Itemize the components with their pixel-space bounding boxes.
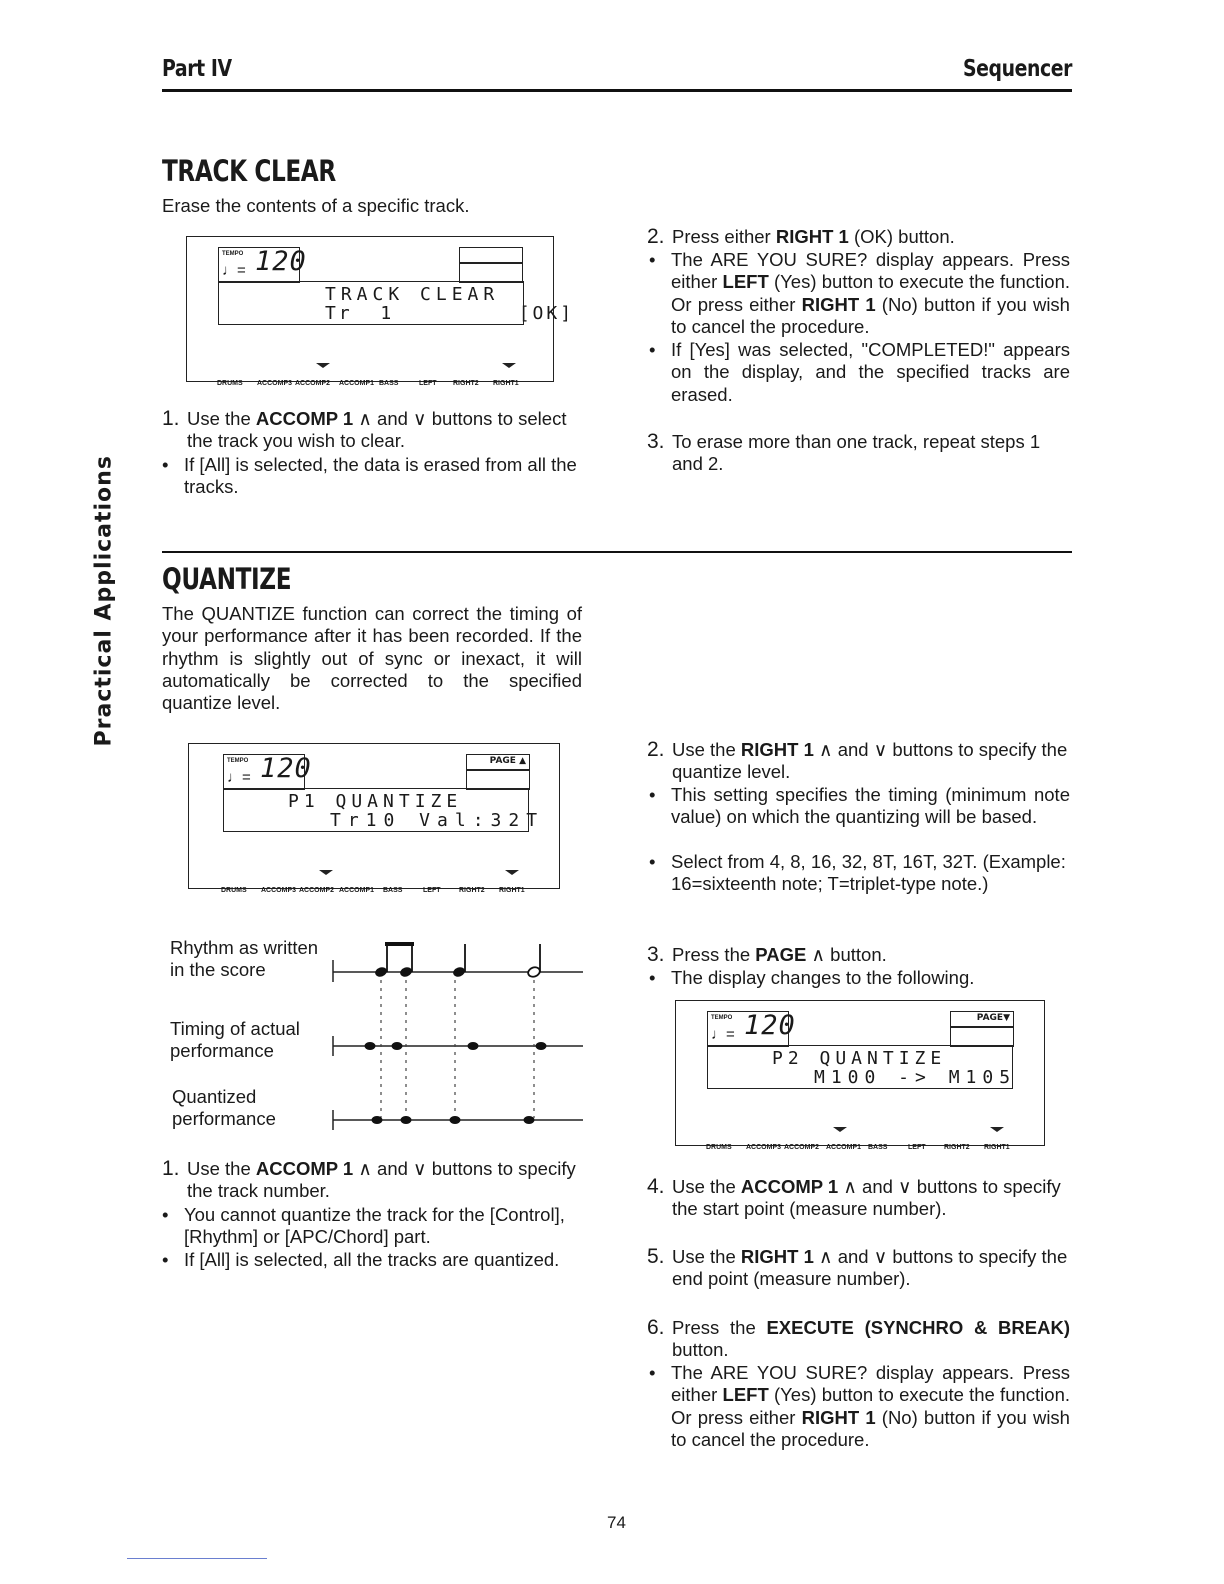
rhythm-diagram bbox=[325, 930, 585, 1130]
lcd-line-2: M100 -> M105 bbox=[814, 1067, 1017, 1088]
rhythm-label-quantized: Quantized performance bbox=[172, 1086, 276, 1130]
page-up-indicator: PAGE ▲ bbox=[489, 756, 526, 766]
track-clear-lcd bbox=[186, 236, 575, 387]
quantize-step-1: 1. Use the ACCOMP 1 ∧ and ∨ buttons to specify the track number. bbox=[162, 1157, 576, 1202]
lcd-label-right2: RIGHT2 bbox=[453, 380, 479, 387]
quantize-bullet-1: • You cannot quantize the track for the [Control], [Rhythm] or [APC/Chord] part. bbox=[162, 1204, 565, 1248]
lcd-arrow-right bbox=[505, 870, 519, 875]
lcd-line-1: P2 QUANTIZE bbox=[772, 1048, 947, 1069]
lcd-label-accomp2: ACCOMP2 bbox=[295, 380, 331, 387]
quantize-intro: The QUANTIZE function can correct the timing of your performance after it has been recorded. If the rhythm is slightly out of sync or inexact, it will automatically be corrected to the specified quantize level. bbox=[162, 603, 582, 714]
lcd-arrow-right bbox=[990, 1127, 1004, 1132]
track-clear-step-3: 3. To erase more than one track, repeat steps 1 and 2. bbox=[647, 430, 1041, 475]
quantize-step-4: 4. Use the ACCOMP 1 ∧ and ∨ buttons to specify the start point (measure number). bbox=[647, 1175, 1061, 1220]
lcd-arrow-right bbox=[502, 363, 516, 368]
lcd-line-2: Tr 1 [OK] bbox=[325, 303, 575, 324]
track-clear-step-2: 2. Press either RIGHT 1 (OK) button. bbox=[647, 225, 955, 248]
rhythm-label-actual: Timing of actual performance bbox=[170, 1018, 300, 1062]
lcd-line-2: Tr10 Val:32T bbox=[330, 810, 545, 831]
quantize-title: QUANTIZE bbox=[162, 562, 292, 596]
eighth-note-beam bbox=[385, 942, 414, 946]
header-rule bbox=[162, 89, 1072, 92]
lcd-main-display bbox=[218, 281, 575, 325]
quantize-bullet-5: • The display changes to the following. bbox=[649, 967, 975, 988]
lcd-label-accomp3: ACCOMP3 bbox=[257, 380, 293, 387]
page-indicator-box bbox=[950, 1011, 1014, 1047]
tempo-box: TEMPO ♩= 120 bbox=[223, 754, 305, 790]
tempo-box bbox=[218, 246, 307, 283]
tempo-label: TEMPO bbox=[222, 251, 244, 257]
page-down-indicator: PAGE▼ bbox=[976, 1013, 1010, 1023]
quantize-lcd-page1: TEMPO ♩= 120 PAGE ▲ P1 QUANTIZE Tr10 Val:32T DRUMS ACCOMP3 ACCOMP2 ACCOMP1 BASS LEFT RIGHT2 RIGHT1 bbox=[188, 743, 560, 889]
lcd-line-1: P1 QUANTIZE bbox=[288, 791, 463, 812]
lcd-main-display bbox=[707, 1045, 1017, 1089]
lcd-label-bass: BASS bbox=[379, 380, 399, 387]
quantize-lcd-page2: TEMPO ♩= 120 PAGE▼ P2 QUANTIZE M100 -> M105 DRUMS ACCOMP3 ACCOMP2 ACCOMP1 BASS LEFT RIGHT2 RIGHT1 bbox=[675, 1000, 1045, 1146]
track-clear-step-1: 1. Use the ACCOMP 1 ∧ and ∨ buttons to select the track you wish to clear. bbox=[162, 407, 567, 452]
quantize-step-5: 5. Use the RIGHT 1 ∧ and ∨ buttons to specify the end point (measure number). bbox=[647, 1245, 1068, 1290]
lcd-arrow-left bbox=[833, 1127, 847, 1132]
quantize-step-6: 6. Press the EXECUTE (SYNCHRO & BREAK) button. bbox=[647, 1316, 1070, 1361]
tempo-box: TEMPO ♩= 120 bbox=[707, 1011, 789, 1047]
lcd-label-left: LEFT bbox=[419, 380, 437, 387]
track-clear-bullet-1: • If [All] is selected, the data is erased from all the tracks. bbox=[162, 454, 577, 498]
lcd-line-1: TRACK CLEAR bbox=[325, 284, 500, 305]
track-clear-bullet-3: • If [Yes] was selected, "COMPLETED!" appears on the display, and the specified tracks are erased. bbox=[649, 339, 1070, 405]
lcd-main-display bbox=[223, 788, 545, 832]
tempo-eq: ♩= bbox=[222, 262, 246, 279]
quantize-step-2: 2. Use the RIGHT 1 ∧ and ∨ buttons to specify the quantize level. bbox=[647, 738, 1068, 783]
lcd-label-accomp1: ACCOMP1 bbox=[339, 380, 375, 387]
side-tab bbox=[84, 455, 124, 748]
quantize-bullet-6: • The ARE YOU SURE? display appears. Press either LEFT (Yes) button to execute the function. Or press either RIGHT 1 (No) button if you wish to cancel the procedure. bbox=[649, 1362, 1070, 1450]
lcd-arrow-left bbox=[319, 870, 333, 875]
lcd-label-right1: RIGHT1 bbox=[493, 380, 519, 387]
section-divider bbox=[162, 551, 1072, 553]
lcd-arrow-left bbox=[316, 363, 330, 368]
side-tab-label: Practical Applications bbox=[91, 455, 117, 747]
quantize-step-3: 3. Press the PAGE ∧ button. bbox=[647, 943, 887, 966]
page-indicator-box bbox=[466, 754, 530, 790]
page-number: 74 bbox=[607, 1513, 626, 1532]
header-section: Sequencer bbox=[962, 56, 1072, 82]
header-part: Part IV bbox=[162, 56, 232, 82]
track-clear-bullet-2: • The ARE YOU SURE? display appears. Press either LEFT (Yes) button to execute the function. Or press either RIGHT 1 (No) button if you wish to cancel the procedure. bbox=[649, 249, 1070, 337]
half-note bbox=[527, 966, 541, 979]
track-clear-title: TRACK CLEAR bbox=[162, 154, 336, 188]
quantize-bullet-3: • This setting specifies the timing (minimum note value) on which the quantizing will be based. bbox=[649, 784, 1070, 828]
tempo-value: 120 bbox=[255, 246, 307, 277]
quantize-bullet-4: • Select from 4, 8, 16, 32, 8T, 16T, 32T. (Example: 16=sixteenth note; T=triplet-type note.) bbox=[649, 851, 1066, 895]
quantize-bullet-2: • If [All] is selected, all the tracks are quantized. bbox=[162, 1249, 560, 1270]
rhythm-label-written: Rhythm as written in the score bbox=[170, 937, 319, 981]
page-indicator-box bbox=[459, 247, 523, 283]
scan-artifact-line bbox=[127, 1558, 267, 1559]
track-clear-intro: Erase the contents of a specific track. bbox=[162, 195, 470, 216]
lcd-label-drums: DRUMS bbox=[217, 380, 243, 387]
